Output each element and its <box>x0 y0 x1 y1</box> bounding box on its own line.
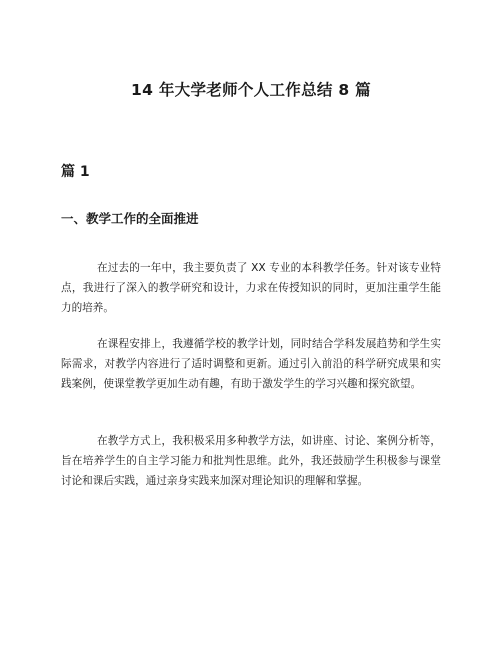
paragraph-teaching-overview: 在过去的一年中，我主要负责了 XX 专业的本科教学任务。针对该专业特点，我进行了深入的教学研究和设计，力求在传授知识的同时，更加注重学生能力的培养。 <box>61 262 441 314</box>
paragraph-course-arrangement: 在课程安排上，我遵循学校的教学计划，同时结合学科发展趋势和学生实际需求，对教学内容进行了适时调整和更新。通过引入前沿的科学研究成果和实践案例，使课堂教学更加生动有趣，有助于激发学生的学习兴趣和探究欲望。 <box>61 338 441 390</box>
paragraph-teaching-methods: 在教学方式上，我积极采用多种教学方法，如讲座、讨论、案例分析等，旨在培养学生的自主学习能力和批判性思维。此外，我还鼓励学生积极参与课堂讨论和课后实践，通过亲身实践来加深对理论知识的理解和掌握。 <box>61 435 441 487</box>
document-title: 14 年大学老师个人工作总结 8 篇 <box>131 81 371 99</box>
section-heading: 一、教学工作的全面推进 <box>61 211 199 226</box>
part-heading: 篇 1 <box>61 164 90 180</box>
